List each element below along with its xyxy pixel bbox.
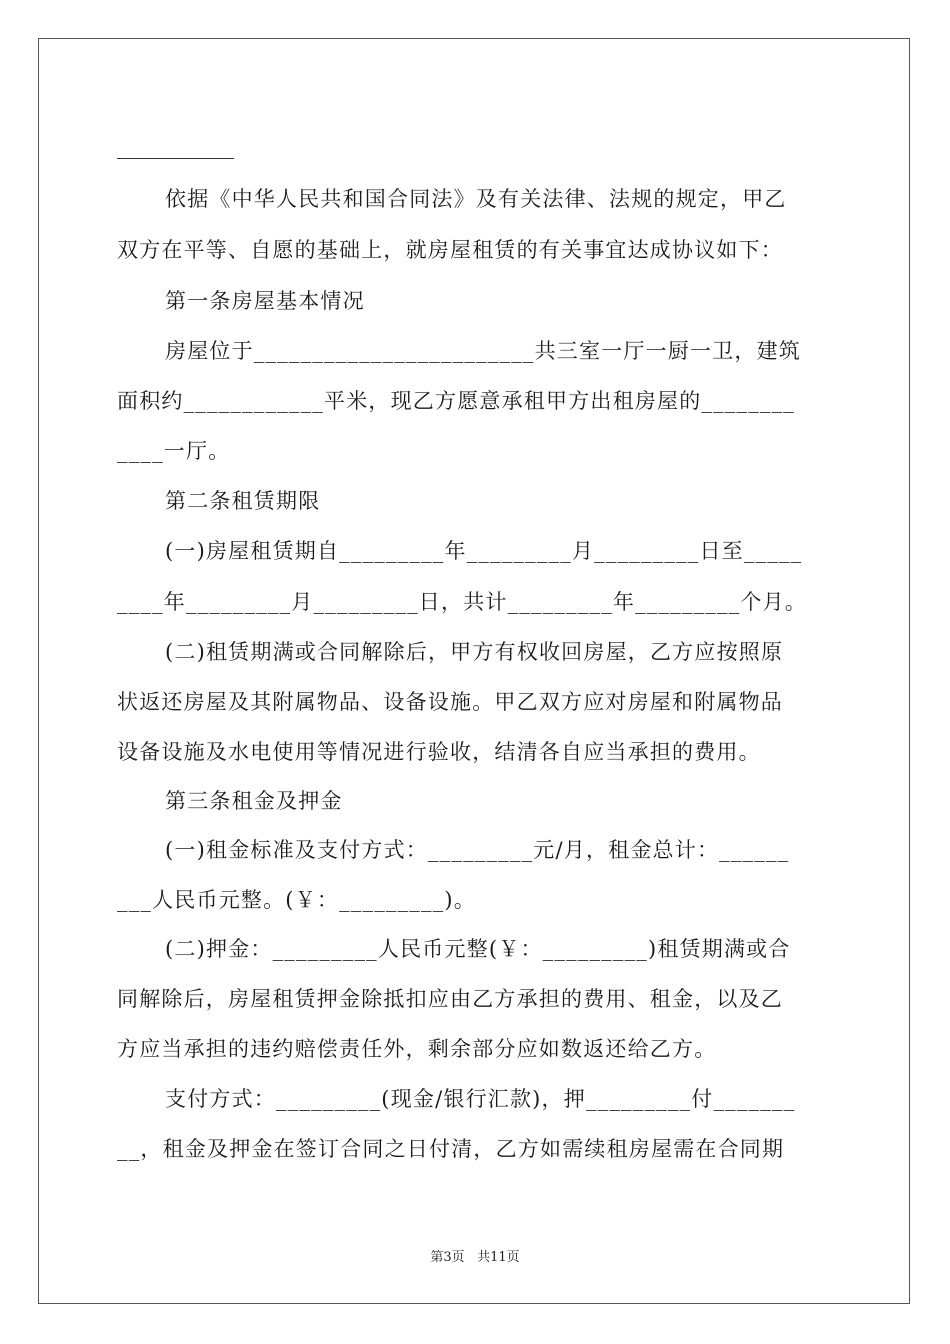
section-heading: 第三条租金及押金 — [165, 789, 343, 813]
total-pages: 共11页 — [477, 1250, 520, 1265]
paragraph-line: ___人民币元整。(￥：_________)。 — [117, 888, 476, 912]
paragraph-line: (一)房屋租赁期自_________年_________月_________日至_____ — [165, 539, 803, 563]
paragraph-line: 面积约____________平米，现乙方愿意承租甲方出租房屋的________ — [117, 389, 795, 413]
paragraph-line: ____一厅。 — [117, 439, 231, 463]
page-number: 第3页 — [430, 1250, 465, 1265]
section-heading: 第二条租赁期限 — [165, 489, 321, 513]
paragraph-line: ____年_________月_________日，共计_________年_________个月。 — [117, 590, 807, 614]
section-heading: 第一条房屋基本情况 — [165, 289, 365, 313]
paragraph-line: (一)租金标准及支付方式：_________元/月，租金总计：______ — [165, 838, 790, 862]
signature-blank-line — [117, 158, 234, 159]
paragraph-line: 支付方式：_________(现金/银行汇款)，押_________付_______ — [165, 1087, 796, 1111]
paragraph-line: 同解除后，房屋租赁押金除抵扣应由乙方承担的费用、租金，以及乙 — [117, 987, 783, 1011]
paragraph-line: 双方在平等、自愿的基础上，就房屋租赁的有关事宜达成协议如下： — [117, 238, 783, 262]
paragraph-line: 房屋位于________________________共三室一厅一厨一卫，建筑 — [165, 339, 801, 363]
paragraph-line: 状返还房屋及其附属物品、设备设施。甲乙双方应对房屋和附属物品 — [117, 690, 783, 714]
paragraph-line: 依据《中华人民共和国合同法》及有关法律、法规的规定，甲乙 — [165, 187, 787, 211]
paragraph-line: (二)租赁期满或合同解除后，甲方有权收回房屋，乙方应按照原 — [165, 640, 784, 664]
paragraph-line: __，租金及押金在签订合同之日付清，乙方如需续租房屋需在合同期 — [117, 1137, 785, 1161]
page-footer — [0, 1250, 950, 1266]
paragraph-line: 方应当承担的违约赔偿责任外，剩余部分应如数返还给乙方。 — [117, 1037, 717, 1061]
paragraph-line: (二)押金：_________人民币元整(￥：_________)租赁期满或合 — [165, 937, 791, 961]
paragraph-line: 设备设施及水电使用等情况进行验收，结清各自应当承担的费用。 — [117, 740, 761, 764]
